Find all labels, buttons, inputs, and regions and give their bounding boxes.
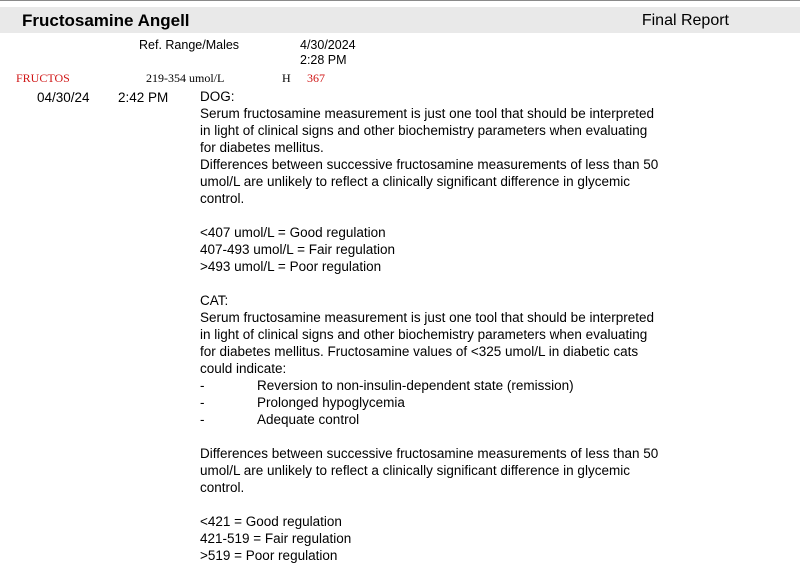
cat-heading: CAT: — [200, 293, 229, 308]
dog-range-good: <407 umol/L = Good regulation — [200, 225, 386, 240]
dog-paragraph-2-line: umol/L are unlikely to reflect a clinically significant difference in glycemic — [200, 174, 630, 189]
reference-range: 219-354 umol/L — [146, 71, 225, 85]
dog-range-fair: 407-493 umol/L = Fair regulation — [200, 242, 395, 257]
dog-paragraph-2-line: Differences between successive fructosamine measurements of less than 50 — [200, 157, 659, 172]
cat-range-poor: >519 = Poor regulation — [200, 548, 338, 563]
collected-time: 2:28 PM — [300, 53, 347, 67]
cat-paragraph-1-line: in light of clinical signs and other biochemistry parameters when evaluating — [200, 327, 648, 342]
bullet-text: Adequate control — [257, 412, 360, 427]
result-value: 367 — [307, 71, 325, 85]
cat-paragraph-2-line: Differences between successive fructosamine measurements of less than 50 — [200, 446, 659, 461]
bullet-text: Prolonged hypoglycemia — [257, 395, 405, 410]
dog-heading: DOG: — [200, 89, 235, 104]
dog-paragraph-1-line: for diabetes mellitus. — [200, 140, 324, 155]
cat-range-good: <421 = Good regulation — [200, 514, 342, 529]
spacer — [200, 275, 760, 292]
dog-paragraph-1-line: Serum fructosamine measurement is just one tool that should be interpreted — [200, 106, 654, 121]
bullet-marker: - — [200, 412, 205, 427]
cat-paragraph-2-line: umol/L are unlikely to reflect a clinically significant difference in glycemic — [200, 463, 630, 478]
cat-bullet-item — [200, 377, 760, 394]
spacer — [200, 207, 760, 224]
bullet-marker: - — [200, 378, 205, 393]
collected-date: 4/30/2024 — [300, 38, 356, 52]
bullet-marker: - — [200, 395, 205, 410]
result-flag: H — [282, 71, 291, 85]
ref-range-column-label: Ref. Range/Males — [139, 38, 240, 52]
bullet-text: Reversion to non-insulin-dependent state (remission) — [257, 378, 574, 393]
cat-paragraph-1-line: Serum fructosamine measurement is just one tool that should be interpreted — [200, 310, 654, 325]
dog-paragraph-2-line: control. — [200, 191, 245, 206]
dog-range-poor: >493 umol/L = Poor regulation — [200, 259, 382, 274]
dog-paragraph-1-line: in light of clinical signs and other biochemistry parameters when evaluating — [200, 123, 648, 138]
cat-paragraph-1-line: could indicate: — [200, 361, 287, 376]
cat-range-fair: 421-519 = Fair regulation — [200, 531, 352, 546]
comment-date: 04/30/24 — [37, 90, 90, 105]
cat-bullet-item — [200, 411, 760, 428]
report-status: Final Report — [641, 12, 729, 29]
cat-paragraph-2-line: control. — [200, 480, 245, 495]
report-title: Fructosamine Angell — [22, 11, 190, 30]
spacer — [200, 496, 760, 513]
comment-time: 2:42 PM — [118, 90, 169, 105]
top-rule — [0, 0, 800, 1]
spacer — [200, 428, 760, 445]
cat-paragraph-1-line: for diabetes mellitus. Fructosamine values of <325 umol/L in diabetic cats — [200, 344, 639, 359]
cat-bullet-item — [200, 394, 760, 411]
test-code: FRUCTOS — [16, 71, 70, 85]
interpretive-comment — [200, 88, 760, 564]
